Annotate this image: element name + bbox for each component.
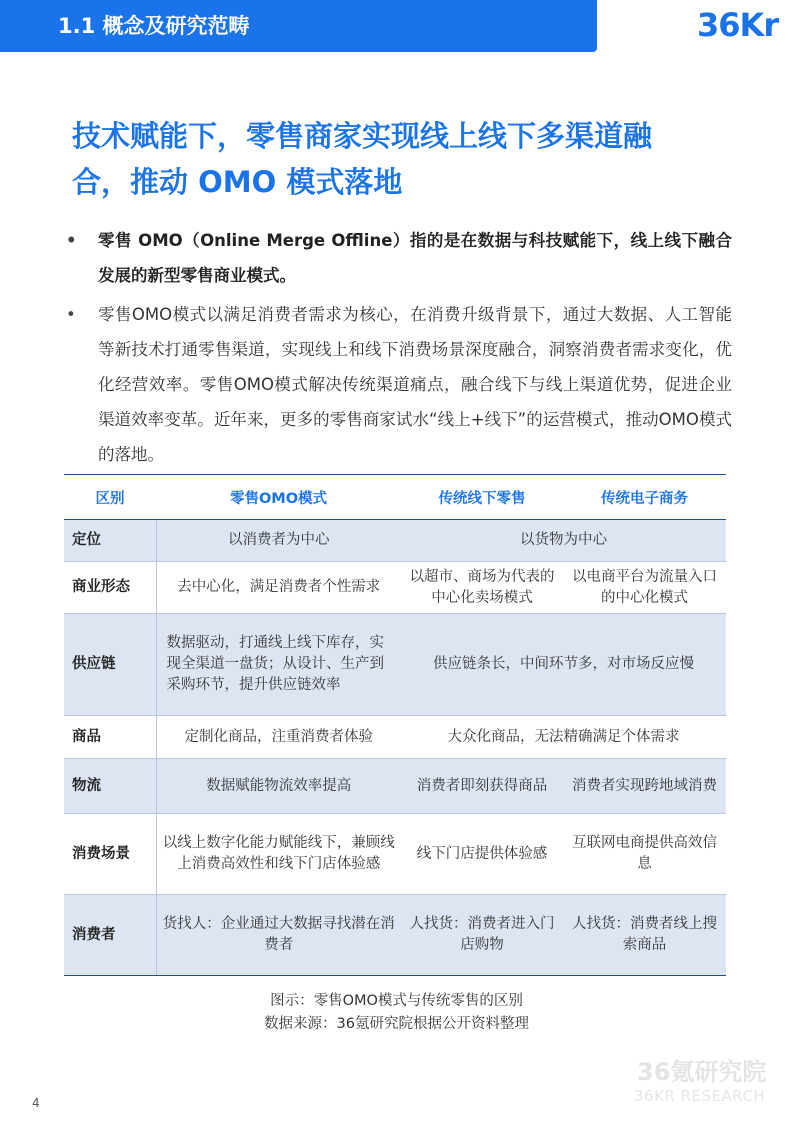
table-row bbox=[64, 716, 726, 759]
figure-caption: 图示：零售OMO模式与传统零售的区别 bbox=[270, 993, 523, 1009]
cell-online: 互联网电商提供高效信息 bbox=[563, 814, 726, 895]
table-header-row bbox=[64, 475, 726, 520]
row-label: 商业形态 bbox=[64, 562, 156, 614]
bullet-text: 零售OMO模式以满足消费者需求为核心，在消费升级背景下，通过大数据、人工智能等新技术打通零售渠道，实现线上和线下消费场景深度融合，洞察消费者需求变化，优化经营效率。零售OMO模式解决传统渠道痛点，融合线下与线上渠道优势，促进企业渠道效率变革。近年来，更多的零售商家试水“线上+线下”的运营模式，推动OMO模式的落地。 bbox=[98, 305, 732, 464]
section-header-bar bbox=[0, 0, 597, 52]
headline-line-1: 技术赋能下，零售商家实现线上线下多渠道融 bbox=[72, 119, 653, 153]
cell-offline: 线下门店提供体验感 bbox=[401, 814, 563, 895]
row-label: 定位 bbox=[64, 520, 156, 562]
cell-traditional-shared: 大众化商品，无法精确满足个体需求 bbox=[401, 716, 726, 759]
table-row bbox=[64, 520, 726, 562]
row-label: 物流 bbox=[64, 759, 156, 814]
cell-omo: 数据赋能物流效率提高 bbox=[156, 759, 401, 814]
cell-traditional-shared: 供应链条长，中间环节多，对市场反应慢 bbox=[401, 614, 726, 716]
cell-online: 消费者实现跨地域消费 bbox=[563, 759, 726, 814]
bullet-text: 零售 OMO（Online Merge Offline）指的是在数据与科技赋能下，线上线下融合发展的新型零售商业模式。 bbox=[98, 231, 732, 285]
bullet-definition bbox=[66, 223, 732, 293]
cell-omo: 以线上数字化能力赋能线下，兼顾线上消费高效性和线下门店体验感 bbox=[156, 814, 401, 895]
header-cell-online: 传统电子商务 bbox=[563, 475, 726, 520]
cell-omo: 去中心化，满足消费者个性需求 bbox=[156, 562, 401, 614]
36kr-logo bbox=[697, 2, 793, 50]
page-number: 4 bbox=[32, 1096, 40, 1110]
row-label: 消费场景 bbox=[64, 814, 156, 895]
watermark-en: 36KR RESEARCH bbox=[634, 1087, 766, 1105]
cell-offline: 人找货：消费者进入门店购物 bbox=[401, 895, 563, 976]
data-source: 数据来源：36氪研究院根据公开资料整理 bbox=[264, 1016, 529, 1032]
table-row bbox=[64, 759, 726, 814]
header-cell-omo: 零售OMO模式 bbox=[156, 475, 401, 520]
row-label: 商品 bbox=[64, 716, 156, 759]
header-cell-category: 区别 bbox=[64, 475, 156, 520]
cell-omo: 数据驱动，打通线上线下库存，实现全渠道一盘货；从设计、生产到采购环节，提升供应链效率 bbox=[156, 614, 401, 716]
cell-online: 以电商平台为流量入口的中心化模式 bbox=[563, 562, 726, 614]
cell-online: 人找货：消费者线上搜索商品 bbox=[563, 895, 726, 976]
headline-line-2: 合，推动 OMO 模式落地 bbox=[72, 165, 403, 199]
table-row bbox=[64, 562, 726, 614]
cell-offline: 以超市、商场为代表的中心化卖场模式 bbox=[401, 562, 563, 614]
watermark-cn: 36氪研究院 bbox=[637, 1058, 767, 1086]
row-label: 消费者 bbox=[64, 895, 156, 976]
cell-omo: 定制化商品，注重消费者体验 bbox=[156, 716, 401, 759]
bullet-description bbox=[66, 297, 732, 472]
cell-omo: 以消费者为中心 bbox=[156, 520, 401, 562]
bullet-dot: • bbox=[66, 231, 77, 250]
comparison-table bbox=[64, 474, 726, 976]
logo-text: 36Kr bbox=[697, 6, 779, 44]
row-label: 供应链 bbox=[64, 614, 156, 716]
cell-offline: 消费者即刻获得商品 bbox=[401, 759, 563, 814]
bullet-dot: • bbox=[66, 305, 76, 324]
table-row bbox=[64, 814, 726, 895]
header-cell-offline: 传统线下零售 bbox=[401, 475, 563, 520]
table-row bbox=[64, 614, 726, 716]
table-row bbox=[64, 895, 726, 976]
cell-traditional-shared: 以货物为中心 bbox=[401, 520, 726, 562]
cell-omo: 货找人：企业通过大数据寻找潜在消费者 bbox=[156, 895, 401, 976]
section-title: 1.1 概念及研究范畴 bbox=[58, 14, 250, 38]
page-headline bbox=[72, 113, 732, 205]
